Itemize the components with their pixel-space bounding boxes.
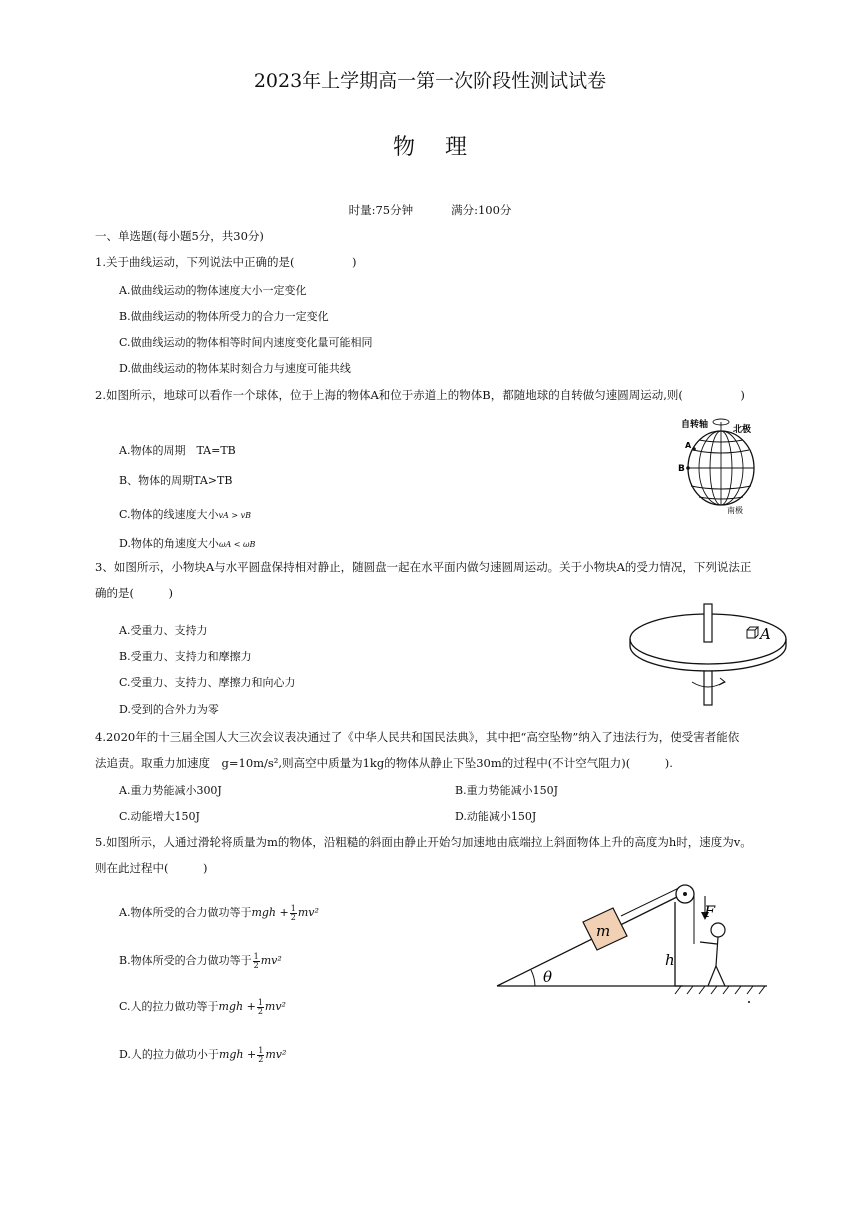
q3-option-b: B.受重力、支持力和摩擦力 xyxy=(119,650,252,663)
exam-title: 2023年上学期高一第一次阶段性测试试卷 xyxy=(253,70,607,92)
q5-stem-line1: 5.如图所示，人通过滑轮将质量为m的物体，沿粗糙的斜面由静止开始匀加速地由底端拉上斜面物体上升的高度为h时，速度为v。 xyxy=(95,835,752,849)
q4-option-a: A.重力势能减小300J xyxy=(119,784,222,797)
exam-score: 满分:100分 xyxy=(451,203,512,217)
q4-option-b: B.重力势能减小150J xyxy=(455,784,558,797)
globe-north-label: 北极 xyxy=(733,425,752,435)
q5-incline-figure xyxy=(495,878,775,1006)
q1-option-a: A.做曲线运动的物体速度大小一定变化 xyxy=(119,284,307,297)
q3-option-d: D.受到的合外力为零 xyxy=(119,703,219,716)
q2-option-b: B、物体的周期TA>TB xyxy=(119,474,233,487)
incline-angle-label: θ xyxy=(543,968,553,986)
globe-south-label: 南极 xyxy=(727,506,743,515)
q5-option-c: C.人的拉力做功等于mgh + $\frac{1}{2}$ mv² xyxy=(119,997,286,1016)
q5-d-mv2: mv² xyxy=(265,1048,287,1061)
incline-force-label: F xyxy=(704,902,716,921)
globe-axis-label: 自转轴 xyxy=(681,420,709,430)
section-heading: 一、单选题(每小题5分，共30分) xyxy=(95,229,264,243)
q5-a-mv2: mv² xyxy=(297,906,319,919)
q5-d-mgh: mgh + xyxy=(218,1048,257,1061)
q2-option-c: C.物体的线速度大小vA > vB xyxy=(119,508,252,521)
disc-block-label: A xyxy=(760,625,771,643)
q5-a-frac: $\frac{1}{2}$ xyxy=(290,903,296,922)
q4-stem-line1: 4.2020年的十三届全国人大三次会议表决通过了《中华人民共和国民法典》，其中把“高空坠物”纳入了违法行为，使受害者能依 xyxy=(95,730,740,744)
q5-option-b: B.物体所受的合力做功等于 $\frac{1}{2}$ mv² xyxy=(119,951,282,970)
globe-b-label: B xyxy=(678,464,685,474)
subject-title: 物理 xyxy=(392,135,497,160)
q5-c-mgh: mgh + xyxy=(218,1000,256,1013)
q3-stem-line2: 确的是( ) xyxy=(95,586,173,600)
q4-stem-line2: 法追责。取重力加速度 g=10m/s²,则高空中质量为1kg的物体从静止下坠30m的过程中(不计空气阻力)( ). xyxy=(95,756,673,770)
q2-globe-figure xyxy=(675,412,775,517)
q5-b-frac: $\frac{1}{2}$ xyxy=(253,951,259,970)
q5-b-mv2: mv² xyxy=(260,954,282,967)
q2-option-a: A.物体的周期 TA=TB xyxy=(119,444,236,457)
q1-stem: 1.关于曲线运动，下列说法中正确的是( ) xyxy=(95,255,357,269)
q5-c-mv2: mv² xyxy=(264,1000,286,1013)
globe-a-label: A xyxy=(685,441,692,450)
q3-stem-line1: 3、如图所示，小物块A与水平圆盘保持相对静止，随圆盘一起在水平面内做匀速圆周运动。关于小物块A的受力情况，下列说法正 xyxy=(95,560,752,574)
q3-option-a: A.受重力、支持力 xyxy=(119,624,208,637)
q5-d-frac: $\frac{1}{2}$ xyxy=(258,1045,264,1064)
q5-a-mgh: mgh + xyxy=(251,906,289,919)
q1-option-b: B.做曲线运动的物体所受力的合力一定变化 xyxy=(119,310,329,323)
incline-mass-label: m xyxy=(596,922,611,940)
q5-option-a: A.物体所受的合力做功等于mgh + $\frac{1}{2}$ mv² xyxy=(119,903,319,922)
q4-option-c: C.动能增大150J xyxy=(119,810,200,823)
incline-height-label: h xyxy=(665,951,675,969)
q5-option-d: D.人的拉力做功小于mgh + $\frac{1}{2}$ mv² xyxy=(119,1045,287,1064)
exam-meta xyxy=(0,202,860,218)
q2-option-d-math: ωA < ωB xyxy=(218,540,256,549)
q3-disc-figure xyxy=(622,598,794,708)
exam-time: 时量:75分钟 xyxy=(348,203,414,217)
q5-c-frac: $\frac{1}{2}$ xyxy=(257,997,263,1016)
q5-stem-line2: 则在此过程中( ) xyxy=(95,861,208,875)
q1-option-c: C.做曲线运动的物体相等时间内速度变化量可能相同 xyxy=(119,336,373,349)
q3-option-c: C.受重力、支持力、摩擦力和向心力 xyxy=(119,676,296,689)
q2-stem: 2.如图所示，地球可以看作一个球体，位于上海的物体A和位于赤道上的物体B，都随地球的自转做匀速圆周运动,则( ) xyxy=(95,388,745,402)
q2-option-c-math: vA > vB xyxy=(218,511,252,520)
q4-option-d: D.动能减小150J xyxy=(455,810,537,823)
q1-option-d: D.做曲线运动的物体某时刻合力与速度可能共线 xyxy=(119,362,351,375)
q2-option-d: D.物体的角速度大小ωA < ωB xyxy=(119,537,256,550)
